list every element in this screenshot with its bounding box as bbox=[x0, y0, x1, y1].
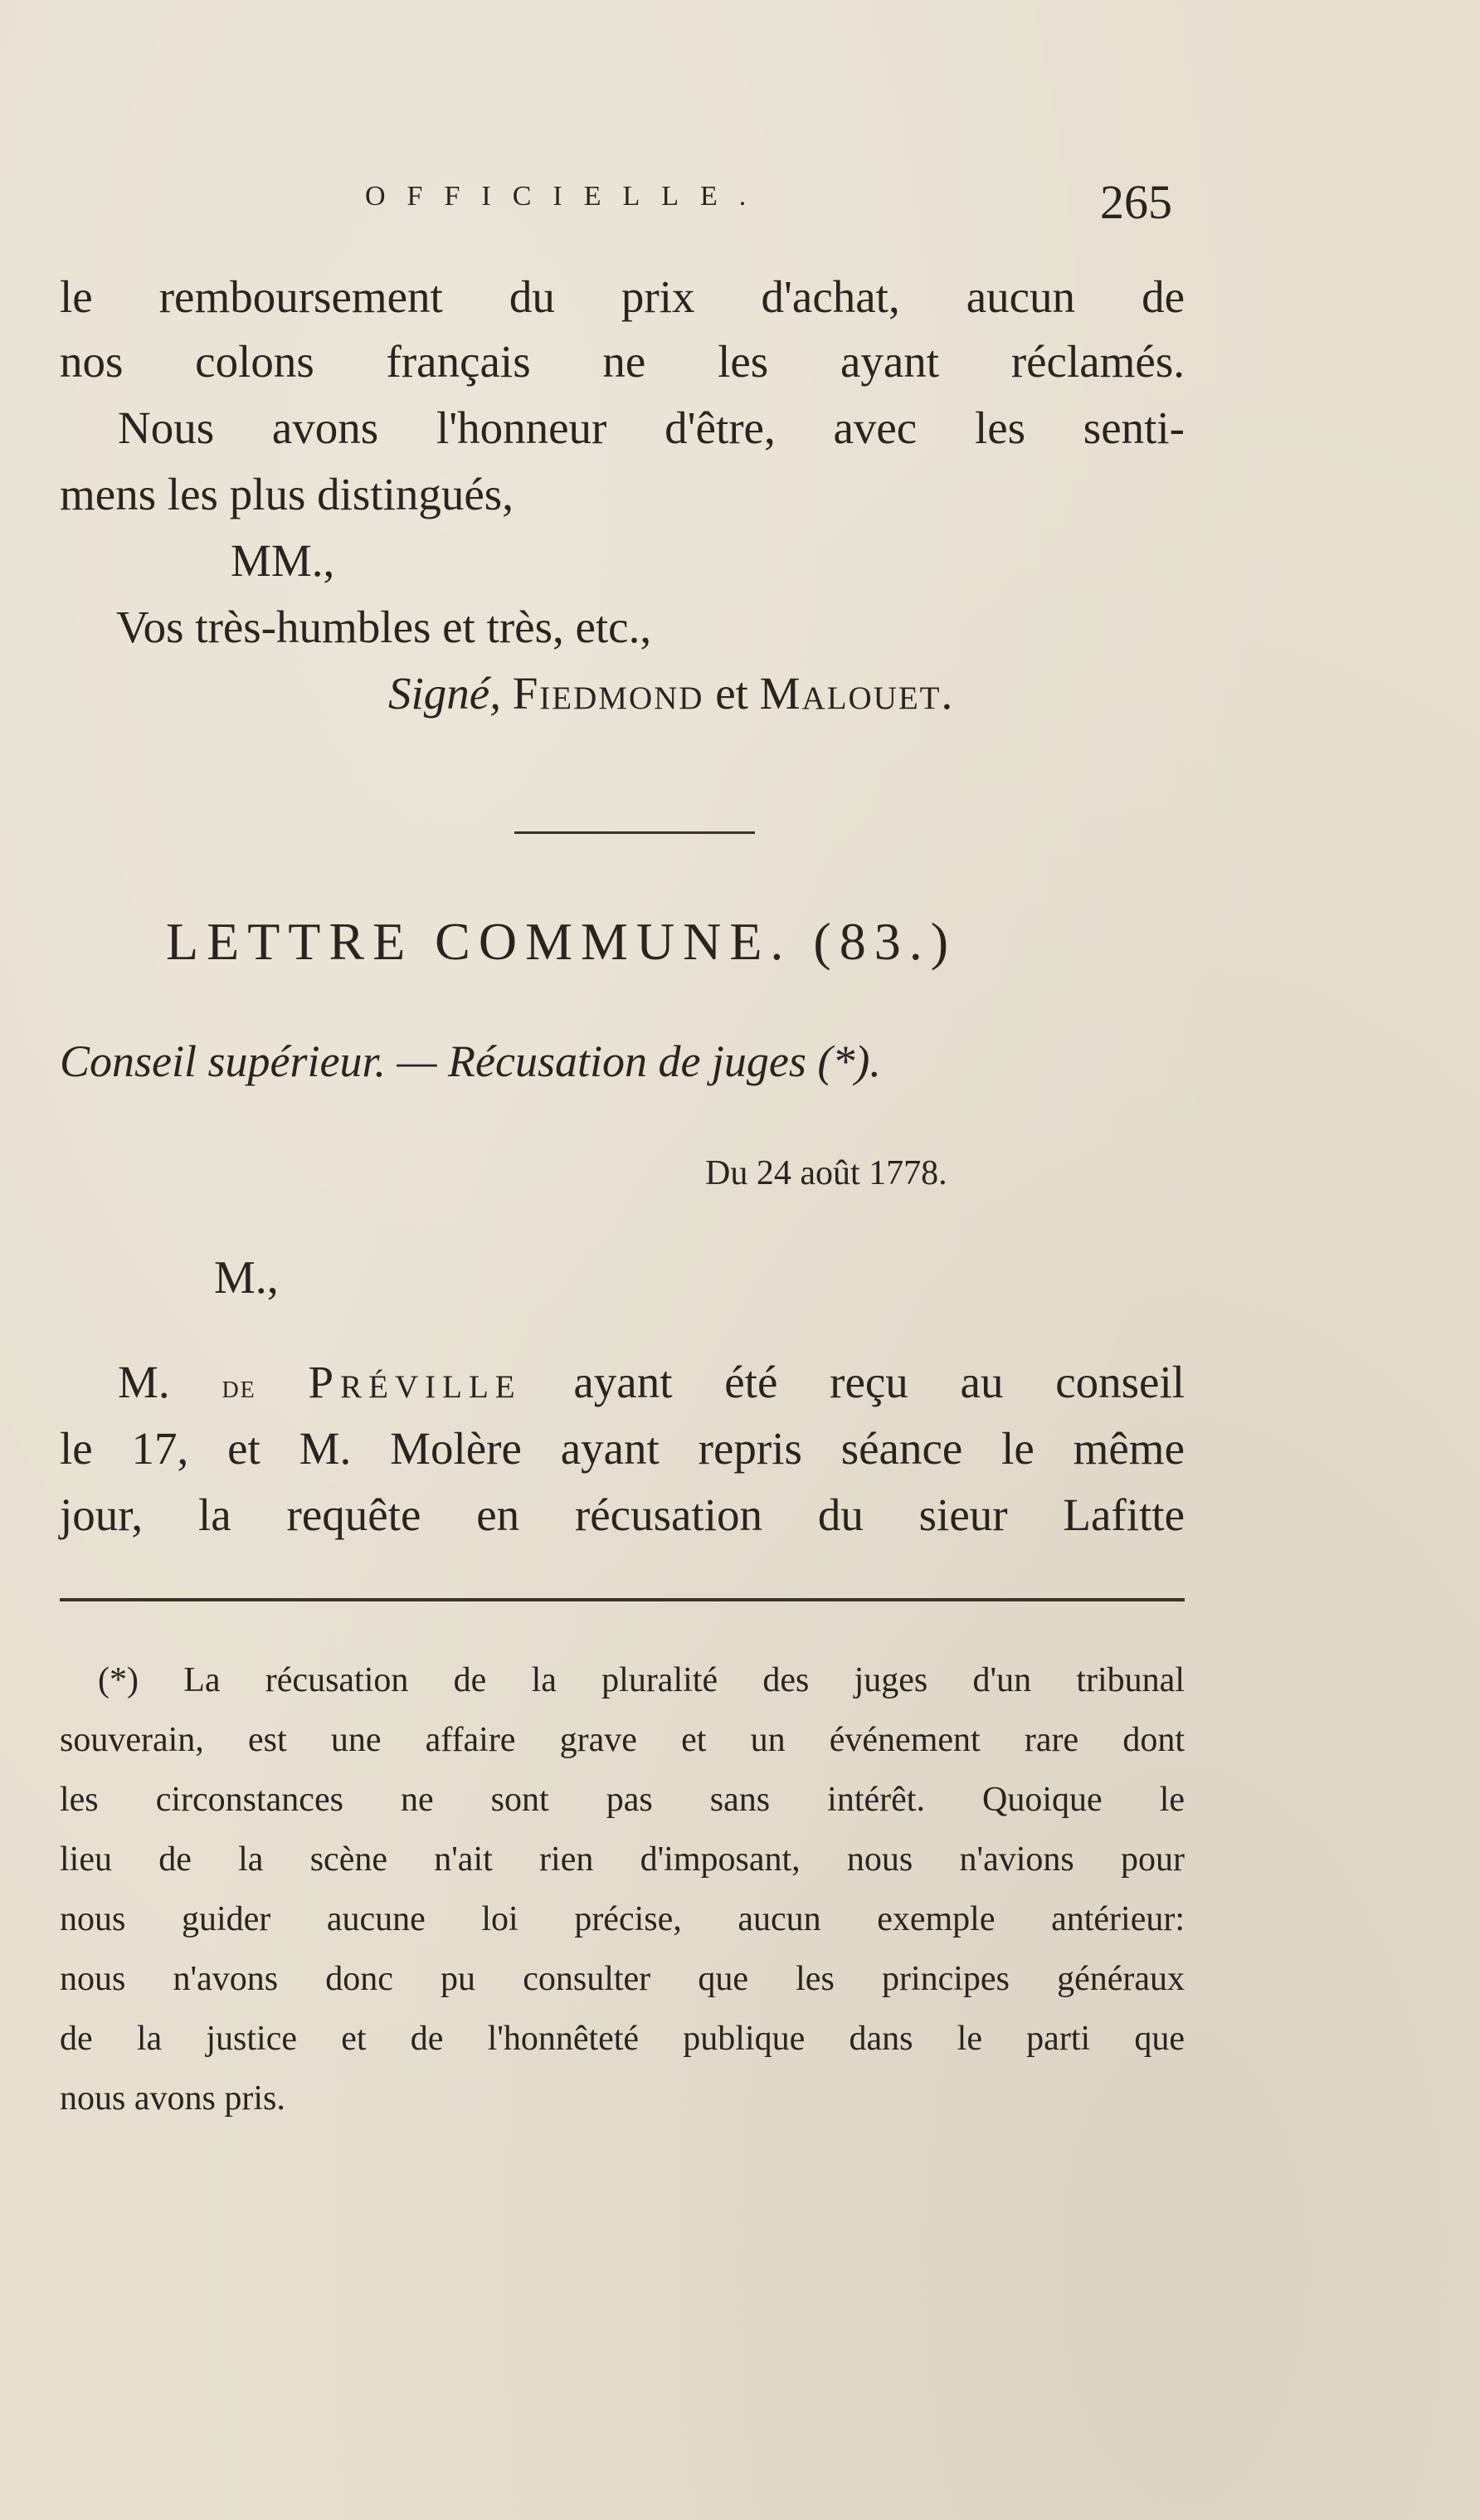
footnote-line: (*) La récusation de la pluralité des juges d'un tribunal bbox=[98, 1661, 1185, 1699]
closing-salutation: MM., bbox=[231, 535, 335, 586]
text-line: mens les plus distingués, bbox=[60, 469, 514, 519]
footnote-line: nous avons pris. bbox=[60, 2079, 285, 2118]
signature-label: Signé, bbox=[388, 668, 501, 719]
footnote-line: souverain, est une affaire grave et un événement rare dont bbox=[60, 1721, 1185, 1759]
body-text: de bbox=[222, 1367, 256, 1405]
closing-formula: Vos très-humbles et très, etc., bbox=[116, 602, 652, 652]
signatory-name: Fiedmond bbox=[512, 668, 704, 719]
text-line: le 17, et M. Molère ayant repris séance le même bbox=[60, 1423, 1185, 1474]
section-divider bbox=[514, 831, 755, 834]
text-line: Nous avons l'honneur d'être, avec les senti- bbox=[118, 402, 1185, 453]
footnote-line: les circonstances ne sont pas sans intérêt. Quoique le bbox=[60, 1781, 1185, 1819]
running-head: OFFICIELLE. bbox=[365, 181, 768, 212]
section-subtitle: Conseil supérieur. — Récusation de juges (*). bbox=[60, 1036, 881, 1086]
footnote-line: nous n'avons donc pu consulter que les principes généraux bbox=[60, 1960, 1185, 1998]
footnote-line: nous guider aucune loi précise, aucun exemple antérieur: bbox=[60, 1900, 1185, 1938]
signature-line bbox=[388, 668, 955, 719]
signatory-name: Malouet. bbox=[759, 668, 955, 719]
salutation: M., bbox=[214, 1252, 279, 1304]
letter-date: Du 24 août 1778. bbox=[705, 1154, 947, 1192]
section-heading: LETTRE COMMUNE. (83.) bbox=[166, 912, 957, 971]
person-name: Préville bbox=[308, 1357, 522, 1407]
footnote-line: de la justice et de l'honnêteté publique dans le parti que bbox=[60, 2020, 1185, 2058]
text-line: le remboursement du prix d'achat, aucun de bbox=[60, 271, 1185, 322]
text-line: nos colons français ne les ayant réclamés. bbox=[60, 336, 1185, 387]
footnote-divider bbox=[60, 1598, 1185, 1601]
page-number: 265 bbox=[1100, 175, 1172, 229]
footnote-line: lieu de la scène n'ait rien d'imposant, nous n'avions pour bbox=[60, 1840, 1185, 1879]
text-line: jour, la requête en récusation du sieur Lafitte bbox=[60, 1489, 1185, 1540]
text-line bbox=[118, 1359, 1185, 1405]
body-text: M. bbox=[118, 1357, 170, 1407]
body-text: ayant été reçu au conseil bbox=[573, 1357, 1185, 1407]
signature-conjunction: et bbox=[715, 668, 748, 719]
